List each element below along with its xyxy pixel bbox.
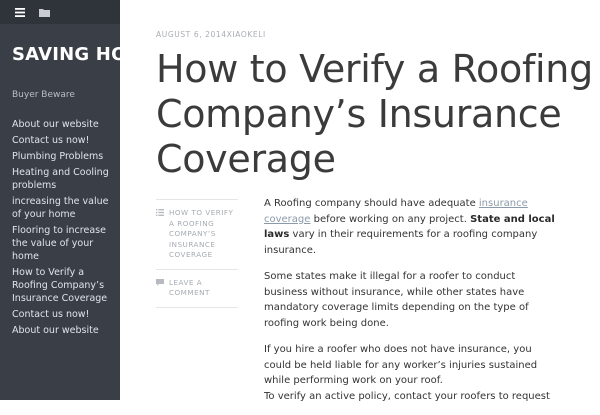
nav-item (12, 308, 116, 321)
post-date[interactable]: AUGUST 6, 2014 (156, 30, 227, 39)
nav-link-flooring[interactable]: Flooring to increase the value of your home (12, 225, 106, 262)
post-side-meta (156, 199, 238, 308)
nav-item (12, 150, 116, 163)
bold-text: State and local laws (264, 213, 555, 240)
text-segment: If you hire a roofer who does not have insurance, you could be held liable for any worker’s injuries sustained while performing work on your roof. (264, 344, 538, 386)
main-content (120, 0, 600, 400)
post-permalink[interactable]: HOW TO VERIFY A ROOFING COMPANY’S INSURANCE COVERAGE (169, 208, 234, 259)
sidebar-nav (12, 118, 116, 340)
nav-item (12, 134, 116, 147)
paragraph-2: Some states make it illegal for a roofer to conduct business without insurance, while other states have mandatory coverage limits depending on the type of roofing work being done. (264, 271, 529, 329)
folder-icon[interactable] (38, 6, 50, 18)
sidebar-topbar (0, 0, 120, 24)
paragraph-1 (264, 196, 558, 258)
nav-link-heating[interactable]: Heating and Cooling problems (12, 167, 109, 191)
insurance-coverage-link[interactable]: insurance coverage (264, 198, 528, 225)
leave-comment-link[interactable]: LEAVE A COMMENT (169, 277, 210, 297)
nav-link-increasing-value[interactable]: increasing the value of your home (12, 196, 109, 220)
post-meta (156, 30, 266, 39)
nav-item (12, 224, 116, 263)
nav-link-about-2[interactable]: About our website (12, 325, 99, 336)
nav-item (12, 166, 116, 192)
nav-item (12, 118, 116, 131)
list-icon (156, 208, 165, 261)
nav-link-contact[interactable]: Contact us now! (12, 135, 90, 146)
comment-icon (156, 278, 165, 299)
paragraph-3 (264, 342, 558, 389)
post-author[interactable]: XIAOKELI (226, 30, 266, 39)
divider (156, 307, 238, 308)
post-link-block (156, 199, 238, 269)
nav-link-contact-2[interactable]: Contact us now! (12, 309, 90, 320)
nav-item (12, 266, 116, 305)
text-segment: vary in their requirements for a roofing company insurance. (264, 229, 538, 256)
text-segment: before working on any project. (310, 213, 471, 225)
comment-block (156, 269, 238, 307)
nav-item (12, 324, 116, 337)
post-body (264, 196, 558, 415)
nav-link-verify-roofing[interactable]: How to Verify a Roofing Company’s Insurance Coverage (12, 267, 108, 304)
paragraph-4: To verify an active policy, contact your roofers to request (264, 390, 550, 402)
text-segment: A Roofing company should have adequate (264, 198, 479, 209)
nav-item (12, 195, 116, 221)
nav-link-about[interactable]: About our website (12, 119, 99, 130)
site-description: Buyer Beware (12, 90, 75, 100)
menu-icon[interactable] (14, 6, 26, 18)
post-title: How to Verify a Roofing Company’s Insurance Coverage (156, 47, 593, 181)
site-title[interactable]: SAVING HOMEOWN (12, 44, 209, 65)
nav-link-plumbing[interactable]: Plumbing Problems (12, 151, 104, 162)
